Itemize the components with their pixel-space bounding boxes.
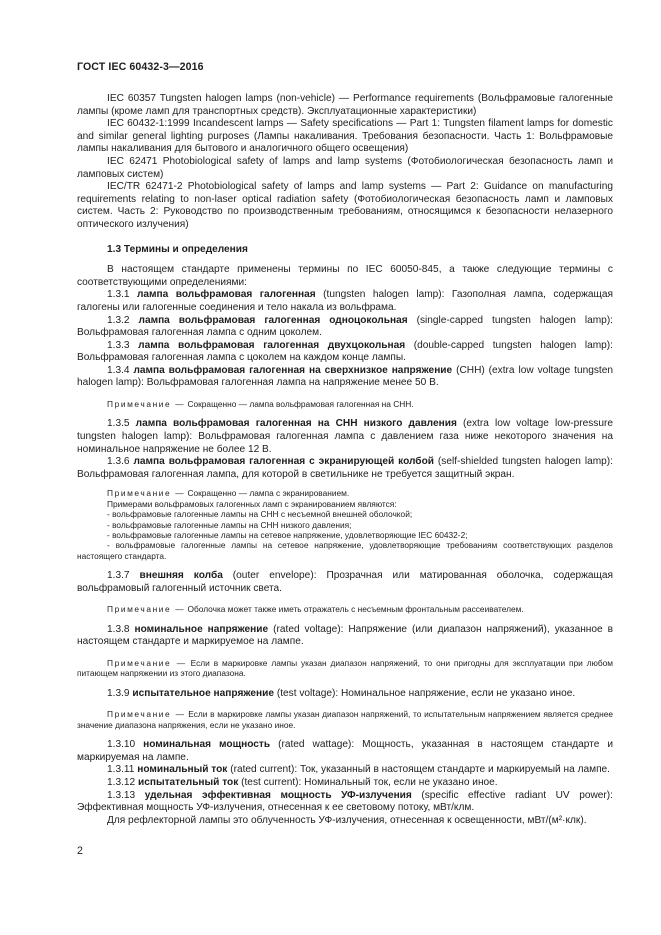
term-1-3-3: 1.3.3 лампа вольфрамовая галогенная двухцокольная (double-capped tungsten halogen lamp): Вольфрамовая галогенная лампа с цоколем на каждом конце лампы.: [77, 339, 613, 364]
note-label: Примечание —: [107, 488, 186, 499]
note-example-item: - вольфрамовые галогенные лампы на сетевое напряжение, удовлетворяющие IEC 60432-2;: [107, 530, 468, 541]
term-1-3-13: 1.3.13 удельная эффективная мощность УФ-излучения (specific effective radiant UV power): Эффективная мощность УФ-излучения, отнесенная к ее световому потоку, мВт/клм.: [77, 789, 613, 814]
term-name: лампа вольфрамовая галогенная с экранирующей колбой: [133, 456, 434, 468]
term-name: лампа вольфрамовая галогенная на СНН низкого давления: [135, 418, 457, 430]
reference-item: IEC 60357 Tungsten halogen lamps (non-vehicle) — Performance requirements (Вольфрамовые галогенные лампы (кроме ламп для транспортных средств). Эксплуатационные характеристики): [77, 93, 613, 117]
note-label: Примечание —: [107, 709, 186, 720]
note-example-item: - вольфрамовые галогенные лампы на СНН с несъемной внешней оболочкой;: [107, 509, 413, 520]
document-body: [77, 93, 613, 827]
term-1-3-6: 1.3.6 лампа вольфрамовая галогенная с экранирующей колбой (self-shielded tungsten halogen lamp): Вольфрамовая галогенная лампа, для которой в светильнике не требуется защитный экран.: [77, 456, 613, 480]
term-name: испытательный ток: [137, 777, 239, 789]
term-1-3-12: 1.3.12 испытательный ток (test current): Номинальный ток, если не указано иное.: [107, 777, 498, 789]
term-1-3-10: 1.3.10 номинальная мощность (rated wattage): Мощность, указанная в настоящем стандарте и маркируемая на лампе.: [77, 739, 613, 763]
term-1-3-1: 1.3.1 лампа вольфрамовая галогенная (tungsten halogen lamp): Газополная лампа, содержащая галогены или галогенные соединения и тело накала из вольфрама.: [77, 289, 613, 313]
term-name: внешняя колба: [139, 570, 223, 582]
note-label: Примечание —: [107, 658, 187, 669]
term-1-3-2: 1.3.2 лампа вольфрамовая галогенная одноцокольная (single-capped tungsten halogen lamp): Вольфрамовая галогенная лампа с одним цоколем.: [77, 314, 613, 339]
term-1-3-8: 1.3.8 номинальное напряжение (rated voltage): Напряжение (или диапазон напряжений), указанное в настоящем стандарте и маркируемое на лампе.: [77, 623, 613, 648]
note: Примечание — Оболочка может также иметь отражатель с несъемным фронтальным рассеивателем.: [107, 604, 524, 615]
note-label: Примечание —: [107, 604, 186, 615]
term-name: удельная эффективная мощность УФ-излучения: [144, 789, 412, 801]
term-1-3-4: 1.3.4 лампа вольфрамовая галогенная на сверхнизкое напряжение (СНН) (extra low voltage tungsten halogen lamp): Вольфрамовая галогенная лампа на напряжение менее 50 В.: [77, 364, 613, 389]
term-name: лампа вольфрамовая галогенная на сверхнизкое напряжение: [133, 364, 453, 376]
term-1-3-13-extra: Для рефлекторной лампы это облученность УФ-излучения, отнесенная к освещенности, мВт/(м²·клк).: [107, 814, 587, 826]
term-1-3-5: 1.3.5 лампа вольфрамовая галогенная на СНН низкого давления (extra low voltage low-pressure tungsten halogen lamp): Вольфрамовая галогенная лампа с давлением газа ниже некоторого значения на номинальное напряжение не более 12 В.: [77, 418, 613, 455]
note-example-item: - вольфрамовые галогенные лампы на сетевое напряжение, удовлетворяющие требованиям соответствующих разделов настоящего стандарта.: [77, 540, 613, 561]
term-name: лампа вольфрамовая галогенная одноцокольная: [138, 314, 408, 326]
note: Примечание — Если в маркировке лампы указан диапазон напряжений, то они пригодны для эксплуатации при любом питающем напряжении из этого диапазона.: [77, 658, 613, 679]
note: Примечание — Сокращенно — лампа вольфрамовая галогенная на СНН.: [107, 399, 414, 410]
section-heading: 1.3 Термины и определения: [107, 243, 248, 255]
section-intro: В настоящем стандарте применены термины по IEC 60050-845, а также следующие термины с соответствующими определениями:: [77, 264, 613, 288]
term-name: испытательное напряжение: [132, 687, 275, 699]
note-examples-intro: Примерами вольфрамовых галогенных ламп с экранированием являются:: [107, 498, 397, 509]
term-1-3-7: 1.3.7 внешняя колба (outer envelope): Прозрачная или матированная оболочка, содержащая вольфрамовый галогенный источник света.: [77, 570, 613, 594]
document-header: ГОСТ IEC 60432-3—2016: [77, 61, 204, 73]
note-example-item: - вольфрамовые галогенные лампы на СНН низкого давления;: [107, 519, 352, 530]
reference-item: IEC 62471 Photobiological safety of lamps and lamp systems (Фотобиологическая безопасность ламп и ламповых систем): [77, 155, 613, 180]
note: Примечание — Если в маркировке лампы указан диапазон напряжений, то испытательным напряжением является среднее значение диапазона напряжения, если не указано иное.: [77, 709, 614, 730]
term-name: лампа вольфрамовая галогенная: [136, 289, 316, 301]
term-name: лампа вольфрамовая галогенная двухцокольная: [138, 339, 406, 351]
note-label: Примечание —: [107, 399, 186, 410]
term-name: номинальная мощность: [143, 739, 271, 751]
note: Примечание — Сокращенно — лампа с экранированием.: [107, 488, 350, 499]
term-name: номинальный ток: [137, 764, 228, 776]
page-number: 2: [77, 845, 83, 857]
term-name: номинальное напряжение: [134, 623, 269, 635]
term-1-3-11: 1.3.11 номинальный ток (rated current): Ток, указанный в настоящем стандарте и маркируемый на лампе.: [107, 764, 610, 776]
reference-item: IEC/TR 62471-2 Photobiological safety of lamps and lamp systems — Part 2: Guidance on manufacturing requirements relating to non-laser optical radiation safety (Фотобиологическая безопасность ламп и ламповых систем. Часть 2: Руководство по производственным требованиям, относящимся к безопасности нелазерного оптического излучения): [77, 181, 613, 230]
term-1-3-9: 1.3.9 испытательное напряжение (test voltage): Номинальное напряжение, если не указано иное.: [107, 687, 576, 699]
reference-item: IEC 60432-1:1999 Incandescent lamps — Safety specifications — Part 1: Tungsten filament lamps for domestic and similar general lighting purposes (Лампы накаливания. Требования безопасности. Часть 1: Вольфрамовые лампы накаливания для бытового и аналогичного общего освещения): [77, 118, 613, 155]
